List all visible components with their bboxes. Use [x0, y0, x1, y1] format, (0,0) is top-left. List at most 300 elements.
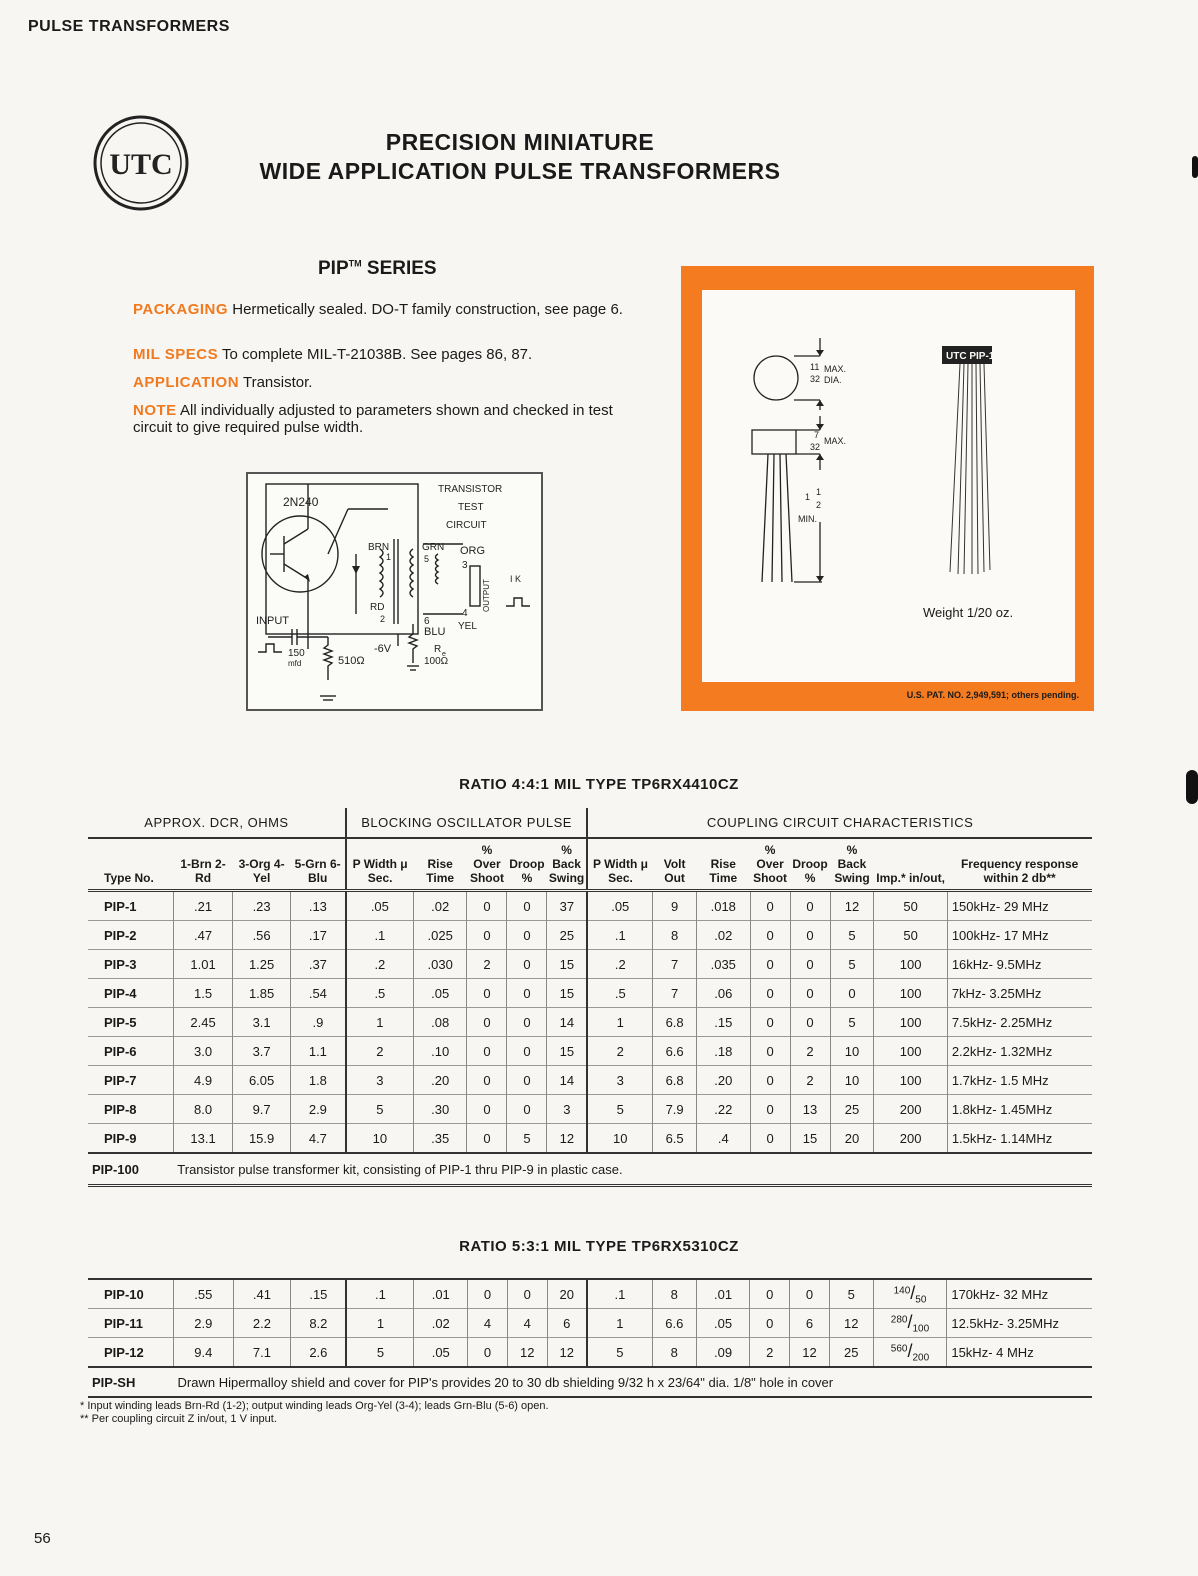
value-cell: .23	[233, 891, 291, 921]
series-tm: TM	[348, 258, 362, 269]
value-cell: 6.05	[233, 1066, 291, 1095]
value-cell: .1	[346, 921, 413, 950]
column-header: % Back Swing	[548, 843, 585, 885]
value-cell: .1	[587, 1279, 652, 1309]
value-cell: 5	[587, 1338, 652, 1368]
type-cell: PIP-10	[104, 1286, 144, 1302]
value-cell: 5	[830, 950, 874, 979]
value-cell: 15	[547, 1037, 587, 1066]
page-number: 56	[34, 1530, 51, 1547]
value-cell: 0	[790, 891, 830, 921]
group-coupling: COUPLING CIRCUIT CHARACTERISTICS	[587, 808, 1092, 838]
value-cell: 1.8	[290, 1066, 345, 1095]
circuit-rd: RD	[370, 602, 385, 613]
value-cell: .08	[413, 1008, 467, 1037]
shield-row	[88, 1367, 1092, 1397]
value-cell: 0	[467, 979, 507, 1008]
circuit-grn: GRN	[422, 542, 445, 553]
circuit-cap1: 150	[288, 648, 305, 659]
value-cell: 1	[587, 1309, 652, 1338]
value-cell: .09	[696, 1338, 750, 1368]
value-cell: 200	[874, 1095, 947, 1124]
value-cell: .20	[413, 1066, 467, 1095]
weight-label: Weight 1/20 oz.	[923, 605, 1014, 620]
value-cell: 50	[874, 891, 947, 921]
type-cell: PIP-3	[104, 956, 137, 972]
value-cell: 0	[790, 921, 830, 950]
value-cell: 100	[874, 1008, 947, 1037]
value-cell: 13	[790, 1095, 830, 1124]
value-cell: 1.7kHz- 1.5 MHz	[947, 1066, 1092, 1095]
value-cell: 9	[653, 891, 697, 921]
value-cell: .5	[346, 979, 413, 1008]
value-cell: 50	[874, 921, 947, 950]
value-cell: 0	[507, 950, 547, 979]
value-cell: 200	[874, 1124, 947, 1154]
value-cell: 0	[468, 1279, 508, 1309]
dia-label-1: MAX.	[824, 364, 847, 374]
value-cell: 150kHz- 29 MHz	[947, 891, 1092, 921]
value-cell: 7	[653, 950, 697, 979]
value-cell: 2	[587, 1037, 653, 1066]
value-cell: .05	[346, 891, 413, 921]
value-cell: 20	[830, 1124, 874, 1154]
value-cell: 100	[874, 979, 947, 1008]
column-header: Imp.* in/out,	[876, 871, 945, 885]
type-cell: PIP-8	[104, 1101, 137, 1117]
imp-out: 50	[915, 1294, 927, 1306]
spec-table-1	[88, 808, 1092, 1187]
height-num: 7	[814, 430, 820, 440]
title-line-2: WIDE APPLICATION PULSE TRANSFORMERS	[259, 158, 781, 184]
spec-text: All individually adjusted to parameters shown and checked in test circuit to give required pulse width.	[133, 402, 613, 436]
ratio-heading-1: RATIO 4:4:1 MIL TYPE TP6RX4410CZ	[459, 776, 739, 793]
value-cell: 2	[750, 1338, 790, 1368]
circuit-vneg: -6V	[374, 643, 392, 655]
column-header: Droop %	[509, 857, 545, 885]
circuit-rval: 100Ω	[424, 656, 449, 667]
value-cell: .2	[346, 950, 413, 979]
spec-key: NOTE	[133, 402, 177, 419]
patent-notice: U.S. PAT. NO. 2,949,591; others pending.	[906, 690, 1079, 700]
circuit-1k: I K	[510, 574, 522, 584]
type-cell: PIP-11	[104, 1315, 144, 1331]
value-cell: .35	[413, 1124, 467, 1154]
value-cell: 25	[829, 1338, 873, 1368]
column-header: P Width μ Sec.	[346, 838, 413, 891]
value-cell: 37	[547, 891, 587, 921]
value-cell: .41	[233, 1279, 291, 1309]
value-cell: 0	[467, 1124, 507, 1154]
value-cell: 25	[830, 1095, 874, 1124]
spec-text: Hermetically sealed. DO-T family construction, see page 6.	[232, 301, 623, 318]
footnote-2: ** Per coupling circuit Z in/out, 1 V input.	[80, 1413, 277, 1425]
spec-text: To complete MIL-T-21038B. See pages 86, 87.	[221, 346, 533, 363]
value-cell: 1.25	[233, 950, 291, 979]
circuit-pin5: 5	[424, 554, 430, 564]
circuit-pin1: 1	[386, 552, 392, 562]
running-header: PULSE TRANSFORMERS	[28, 18, 230, 35]
value-cell: 20	[547, 1279, 587, 1309]
value-cell: 10	[587, 1124, 653, 1154]
imp-out: 100	[912, 1323, 930, 1335]
value-cell: 0	[507, 1008, 547, 1037]
dia-label-2: DIA.	[824, 375, 842, 385]
value-cell: .01	[696, 1279, 750, 1309]
value-cell: 0	[750, 1124, 790, 1154]
dia-den: 32	[810, 374, 821, 384]
circuit-r: R	[434, 644, 442, 655]
value-cell: .05	[696, 1309, 750, 1338]
value-cell: 7.5kHz- 2.25MHz	[947, 1008, 1092, 1037]
imp-slash: /	[907, 1340, 913, 1361]
table-row	[88, 891, 1092, 921]
value-cell: 8	[653, 921, 697, 950]
circuit-title-1: TRANSISTOR	[438, 484, 503, 495]
value-cell: .05	[414, 1338, 468, 1368]
value-cell: 1.01	[173, 950, 233, 979]
value-cell: 0	[507, 891, 547, 921]
table-row	[88, 1338, 1092, 1368]
value-cell: 0	[507, 979, 547, 1008]
value-cell: 1.1	[290, 1037, 345, 1066]
value-cell: .05	[413, 979, 467, 1008]
value-cell: 15	[790, 1124, 830, 1154]
value-cell: 170kHz- 32 MHz	[947, 1279, 1092, 1309]
column-header: Volt Out	[663, 857, 686, 885]
ratio-heading-2: RATIO 5:3:1 MIL TYPE TP6RX5310CZ	[459, 1238, 739, 1255]
column-header: % Over Shoot	[469, 843, 504, 885]
value-cell: 12	[547, 1338, 587, 1368]
value-cell: 9.7	[233, 1095, 291, 1124]
value-cell: .02	[696, 921, 750, 950]
column-header: 3-Org 4-Yel	[238, 857, 285, 885]
value-cell: 7kHz- 3.25MHz	[947, 979, 1092, 1008]
value-cell: 0	[507, 1066, 547, 1095]
value-cell: .01	[414, 1279, 468, 1309]
circuit-res: 510Ω	[338, 655, 365, 667]
value-cell: 0	[790, 950, 830, 979]
value-cell: 0	[467, 1037, 507, 1066]
type-cell: PIP-2	[104, 927, 137, 943]
value-cell: 0	[750, 950, 790, 979]
value-cell: 0	[750, 1309, 790, 1338]
spec-packaging	[133, 301, 648, 318]
lead-int: 1	[805, 492, 811, 502]
column-header: % Over Shoot	[753, 843, 788, 885]
value-cell: .018	[696, 891, 750, 921]
value-cell: 2	[346, 1037, 413, 1066]
column-header: Frequency response within 2 db**	[960, 857, 1079, 885]
spec-key: PACKAGING	[133, 301, 229, 318]
column-header: Rise Time	[426, 857, 455, 885]
series-name: PIP	[318, 258, 349, 279]
imp-in: 140	[893, 1285, 911, 1297]
value-cell: 4	[468, 1309, 508, 1338]
value-cell: .17	[290, 921, 345, 950]
series-heading	[318, 258, 437, 280]
imp-out: 200	[912, 1352, 930, 1364]
value-cell: 2	[790, 1037, 830, 1066]
value-cell: 14	[547, 1008, 587, 1037]
value-cell: .47	[173, 921, 233, 950]
column-header: Rise Time	[709, 857, 738, 885]
value-cell: .56	[233, 921, 291, 950]
type-cell: PIP-12	[104, 1344, 144, 1360]
circuit-brn: BRN	[368, 542, 390, 553]
value-cell: 100	[874, 1066, 947, 1095]
value-cell: 15kHz- 4 MHz	[947, 1338, 1092, 1368]
circuit-rsub: e	[442, 651, 446, 658]
table-row	[88, 950, 1092, 979]
value-cell: 2.9	[290, 1095, 345, 1124]
circuit-transistor-label: 2N240	[283, 495, 319, 509]
column-header: Type No.	[104, 871, 154, 885]
height-label: MAX.	[824, 436, 847, 446]
value-cell: 3	[587, 1066, 653, 1095]
value-cell: .5	[587, 979, 653, 1008]
shield-text: Drawn Hipermalloy shield and cover for PIP's provides 20 to 30 db shielding 9/32 h x 23/64" dia. 1/8" hole in cover	[177, 1374, 834, 1390]
value-cell: 9.4	[174, 1338, 234, 1368]
value-cell: 4	[507, 1309, 547, 1338]
spec-note	[133, 402, 638, 436]
group-blocking: BLOCKING OSCILLATOR PULSE	[346, 808, 587, 838]
value-cell: 0	[507, 921, 547, 950]
type-cell: PIP-7	[104, 1072, 137, 1088]
imp-slash: /	[910, 1282, 916, 1303]
value-cell: 0	[467, 1066, 507, 1095]
value-cell: 0	[790, 979, 830, 1008]
table-row	[88, 1309, 1092, 1338]
circuit-pin4: 4	[462, 608, 468, 619]
value-cell: 8	[652, 1279, 696, 1309]
value-cell: .1	[587, 921, 653, 950]
value-cell: 3	[547, 1095, 587, 1124]
value-cell: 5	[830, 921, 874, 950]
type-cell: PIP-5	[104, 1014, 137, 1030]
lead-label: MIN.	[798, 514, 817, 524]
value-cell: .54	[290, 979, 345, 1008]
circuit-yel: YEL	[458, 621, 477, 632]
value-cell: 0	[750, 1066, 790, 1095]
series-suffix: SERIES	[366, 258, 437, 279]
value-cell: 1	[346, 1309, 413, 1338]
group-header-row	[88, 808, 1092, 838]
kit-text: Transistor pulse transformer kit, consisting of PIP-1 thru PIP-9 in plastic case.	[177, 1161, 623, 1177]
circuit-title-3: CIRCUIT	[446, 520, 487, 531]
value-cell: .21	[173, 891, 233, 921]
value-cell: 0	[830, 979, 874, 1008]
value-cell: 0	[790, 1008, 830, 1037]
value-cell: .9	[290, 1008, 345, 1037]
type-cell: PIP-9	[104, 1130, 137, 1146]
value-cell: 8	[652, 1338, 696, 1368]
value-cell: 5	[346, 1095, 413, 1124]
shield-type: PIP-SH	[92, 1374, 136, 1390]
circuit-pin3: 3	[462, 560, 468, 571]
value-cell: 0	[467, 921, 507, 950]
value-cell: 2.9	[174, 1309, 234, 1338]
impedance-cell	[873, 1279, 947, 1309]
value-cell: 1.8kHz- 1.45MHz	[947, 1095, 1092, 1124]
value-cell: 10	[830, 1037, 874, 1066]
value-cell: 13.1	[173, 1124, 233, 1154]
spec-key: APPLICATION	[133, 374, 240, 391]
column-header: % Back Swing	[834, 843, 870, 885]
value-cell: .22	[696, 1095, 750, 1124]
type-cell: PIP-6	[104, 1043, 137, 1059]
value-cell: 0	[750, 979, 790, 1008]
value-cell: .15	[291, 1279, 347, 1309]
value-cell: 15	[547, 950, 587, 979]
value-cell: 0	[467, 1008, 507, 1037]
title-line-1: PRECISION MINIATURE	[385, 129, 655, 155]
table-row	[88, 1037, 1092, 1066]
imp-in: 560	[890, 1343, 908, 1355]
value-cell: 8.0	[173, 1095, 233, 1124]
value-cell: .2	[587, 950, 653, 979]
value-cell: 0	[750, 1008, 790, 1037]
value-cell: .15	[696, 1008, 750, 1037]
circuit-cap2: mfd	[288, 659, 302, 668]
spec-key: MIL SPECS	[133, 346, 219, 363]
value-cell: 6.8	[653, 1066, 697, 1095]
value-cell: 0	[750, 921, 790, 950]
value-cell: 0	[750, 891, 790, 921]
value-cell: 12	[507, 1338, 547, 1368]
value-cell: .05	[587, 891, 653, 921]
value-cell: .10	[413, 1037, 467, 1066]
value-cell: 0	[468, 1338, 508, 1368]
test-circuit-diagram	[246, 472, 543, 711]
value-cell: 10	[830, 1066, 874, 1095]
circuit-org: ORG	[460, 545, 486, 557]
value-cell: .035	[696, 950, 750, 979]
value-cell: 12	[829, 1309, 873, 1338]
value-cell: 7.9	[653, 1095, 697, 1124]
value-cell: 5	[346, 1338, 413, 1368]
value-cell: 2.6	[291, 1338, 347, 1368]
value-cell: 5	[507, 1124, 547, 1154]
value-cell: 3.7	[233, 1037, 291, 1066]
circuit-title-2: TEST	[458, 502, 484, 513]
type-cell: PIP-1	[104, 898, 137, 914]
value-cell: 100kHz- 17 MHz	[947, 921, 1092, 950]
value-cell: 3	[346, 1066, 413, 1095]
value-cell: .20	[696, 1066, 750, 1095]
value-cell: 6.6	[652, 1309, 696, 1338]
impedance-cell	[873, 1309, 947, 1338]
value-cell: 0	[750, 1279, 790, 1309]
column-header: P Width μ Sec.	[587, 838, 653, 891]
circuit-pin6: 6	[424, 616, 430, 627]
value-cell: 10	[346, 1124, 413, 1154]
value-cell: 1.5	[173, 979, 233, 1008]
table-row	[88, 1008, 1092, 1037]
column-header: 5-Grn 6-Blu	[294, 857, 341, 885]
page-title	[210, 128, 830, 186]
height-den: 32	[810, 442, 821, 452]
value-cell: 6.6	[653, 1037, 697, 1066]
value-cell: 1	[346, 1008, 413, 1037]
value-cell: .18	[696, 1037, 750, 1066]
value-cell: 7.1	[233, 1338, 291, 1368]
value-cell: 0	[750, 1037, 790, 1066]
value-cell: 25	[547, 921, 587, 950]
value-cell: 2.2kHz- 1.32MHz	[947, 1037, 1092, 1066]
table-row	[88, 979, 1092, 1008]
photo-label: UTC PIP-1	[946, 351, 995, 362]
value-cell: .4	[696, 1124, 750, 1154]
value-cell: 12.5kHz- 3.25MHz	[947, 1309, 1092, 1338]
value-cell: 8.2	[291, 1309, 347, 1338]
value-cell: 0	[507, 1037, 547, 1066]
value-cell: 12	[547, 1124, 587, 1154]
value-cell: 0	[467, 891, 507, 921]
value-cell: .025	[413, 921, 467, 950]
value-cell: .06	[696, 979, 750, 1008]
edge-mark	[1192, 156, 1198, 178]
value-cell: 6	[547, 1309, 587, 1338]
value-cell: 6.5	[653, 1124, 697, 1154]
value-cell: 100	[874, 950, 947, 979]
value-cell: .030	[413, 950, 467, 979]
footnote-1: * Input winding leads Brn-Rd (1-2); output winding leads Org-Yel (3-4); leads Grn-Blu (5-6) open.	[80, 1400, 549, 1412]
value-cell: 15.9	[233, 1124, 291, 1154]
kit-row	[88, 1153, 1092, 1186]
spec-text: Transistor.	[242, 374, 313, 391]
imp-slash: /	[907, 1311, 913, 1332]
type-cell: PIP-4	[104, 985, 137, 1001]
value-cell: 0	[750, 1095, 790, 1124]
value-cell: 6.8	[653, 1008, 697, 1037]
imp-in: 280	[890, 1314, 908, 1326]
column-header: 1-Brn 2-Rd	[180, 857, 226, 885]
value-cell: 5	[830, 1008, 874, 1037]
value-cell: .13	[290, 891, 345, 921]
dimension-figure	[702, 290, 1075, 682]
value-cell: 7	[653, 979, 697, 1008]
value-cell: 1.5kHz- 1.14MHz	[947, 1124, 1092, 1154]
value-cell: 5	[829, 1279, 873, 1309]
edge-mark	[1186, 770, 1198, 804]
value-cell: .02	[414, 1309, 468, 1338]
table-row	[88, 1124, 1092, 1154]
value-cell: 12	[830, 891, 874, 921]
kit-type: PIP-100	[92, 1161, 139, 1177]
value-cell: 0	[467, 1095, 507, 1124]
lead-num: 1	[816, 487, 822, 497]
spec-milspecs	[133, 346, 648, 363]
logo-text: UTC	[109, 148, 173, 181]
value-cell: 3.0	[173, 1037, 233, 1066]
lead-den: 2	[816, 500, 822, 510]
value-cell: .1	[346, 1279, 413, 1309]
value-cell: 2.2	[233, 1309, 291, 1338]
value-cell: 0	[507, 1279, 547, 1309]
table-row	[88, 1095, 1092, 1124]
value-cell: 2	[467, 950, 507, 979]
circuit-blu: BLU	[424, 626, 446, 638]
value-cell: 6	[790, 1309, 830, 1338]
impedance-cell	[873, 1338, 947, 1368]
value-cell: 0	[507, 1095, 547, 1124]
spec-table-2	[88, 1278, 1092, 1398]
value-cell: 14	[547, 1066, 587, 1095]
value-cell: 5	[587, 1095, 653, 1124]
dia-num: 11	[810, 362, 820, 372]
value-cell: .30	[413, 1095, 467, 1124]
